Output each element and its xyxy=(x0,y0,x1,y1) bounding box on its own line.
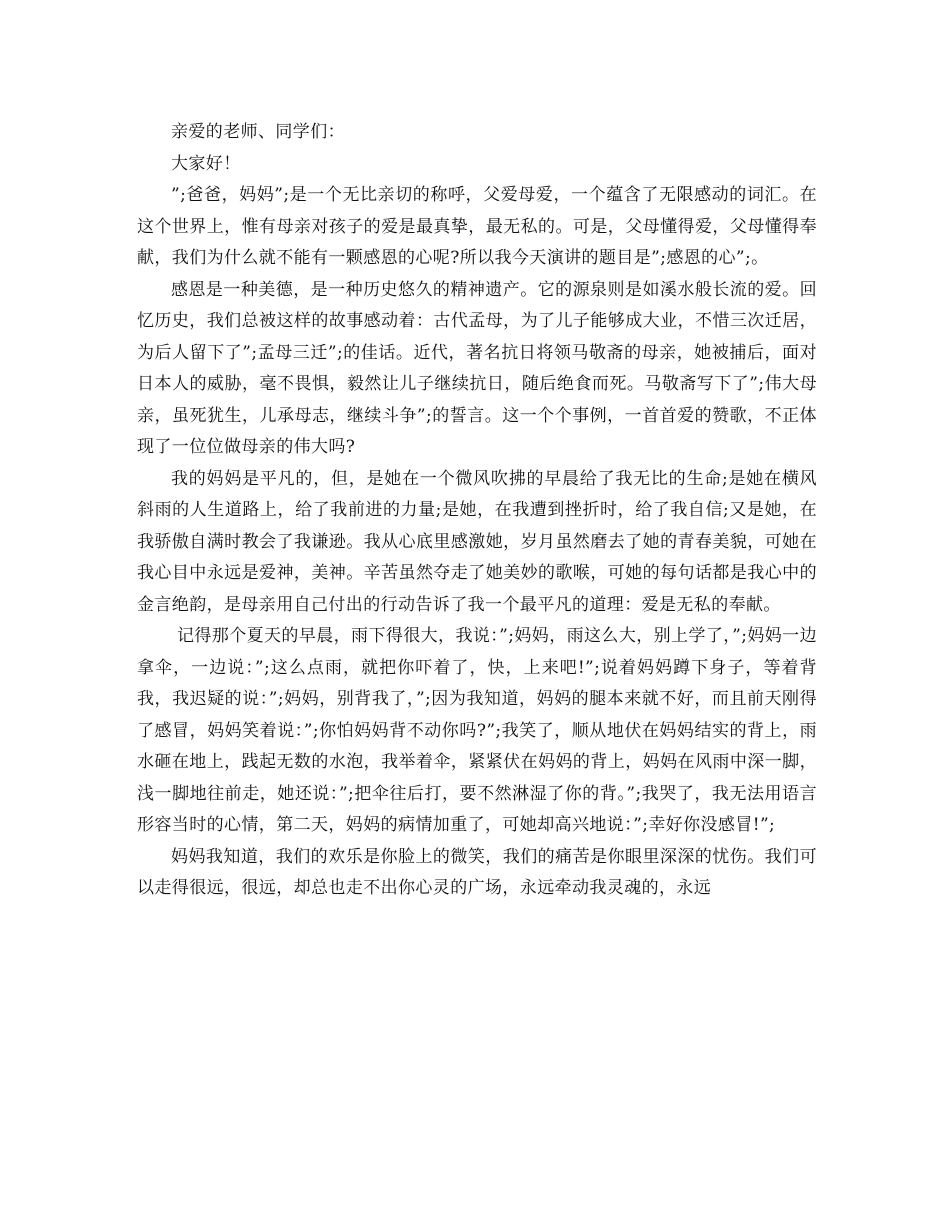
greeting: 大家好！ xyxy=(171,153,241,174)
salutation: 亲爱的老师、同学们： xyxy=(171,122,345,142)
paragraph-rainy-morning: 记得那个夏天的早晨，雨下得很大，我说：”;妈妈，雨这么大，别上学了，”;妈妈一边拿伞，一边说：”;这么点雨，就把你吓着了，快，上来吧!”;说着妈妈蹲下身子，等着背我，我迟疑的说：”;妈妈，别背我了，”;因为我知道，妈妈的腿本来就不好，而且前天刚得了感冒，妈妈笑着说：”;你怕妈妈背不动你吗?”;我笑了，顺从地伏在妈妈结实的背上，雨水砸在地上，践起无数的水泡，我举着伞，紧紧伏在妈妈的背上，妈妈在风雨中深一脚，浅一脚地往前走，她还说：”;把伞往后打，要不然淋湿了你的背。”;我哭了，我无法用语言形容当时的心情，第二天，妈妈的病情加重了，可她却高兴地说：”;幸好你没感冒!”; xyxy=(137,626,817,835)
paragraph-history: 感恩是一种美德，是一种历史悠久的精神遗产。它的源泉则是如溪水般长流的爱。回忆历史，我们总被这样的故事感动着：古代孟母，为了儿子能够成大业，不惜三次迁居，为后人留下了”;孟母三迁”;的佳话。近代，著名抗日将领马敬斋的母亲，她被捕后，面对日本人的威胁，毫不畏惧，毅然让儿子继续抗日，随后绝食而死。马敬斋写下了”;伟大母亲，虽死犹生，儿承母志，继续斗争”;的誓言。这一个个事例，一首首爱的赞歌，不正体现了一位位做母亲的伟大吗? xyxy=(137,279,817,457)
paragraph-closing: 妈妈我知道，我们的欢乐是你脸上的微笑，我们的痛苦是你眼里深深的忧伤。我们可以走得很远，很远，却总也走不出你心灵的广场，永远牵动我灵魂的，永远 xyxy=(137,846,817,898)
speech-body xyxy=(137,117,817,905)
paragraph-intro: ”;爸爸，妈妈”;是一个无比亲切的称呼，父爱母爱，一个蕴含了无限感动的词汇。在这个世界上，惟有母亲对孩子的爱是最真挚，最无私的。可是，父母懂得爱，父母懂得奉献，我们为什么就不能有一颗感恩的心呢?所以我今天演讲的题目是”;感恩的心”;。 xyxy=(137,185,817,268)
paragraph-my-mother: 我的妈妈是平凡的，但，是她在一个微风吹拂的早晨给了我无比的生命;是她在横风斜雨的人生道路上，给了我前进的力量;是她，在我遭到挫折时，给了我自信;又是她，在我骄傲自满时教会了我谦逊。我从心底里感激她，岁月虽然磨去了她的青春美貌，可她在我心目中永远是爱神，美神。辛苦虽然夺走了她美妙的歌喉，可她的每句话都是我心中的金言绝韵，是母亲用自己付出的行动告诉了我一个最平凡的道理：爱是无私的奉献。 xyxy=(137,468,817,615)
